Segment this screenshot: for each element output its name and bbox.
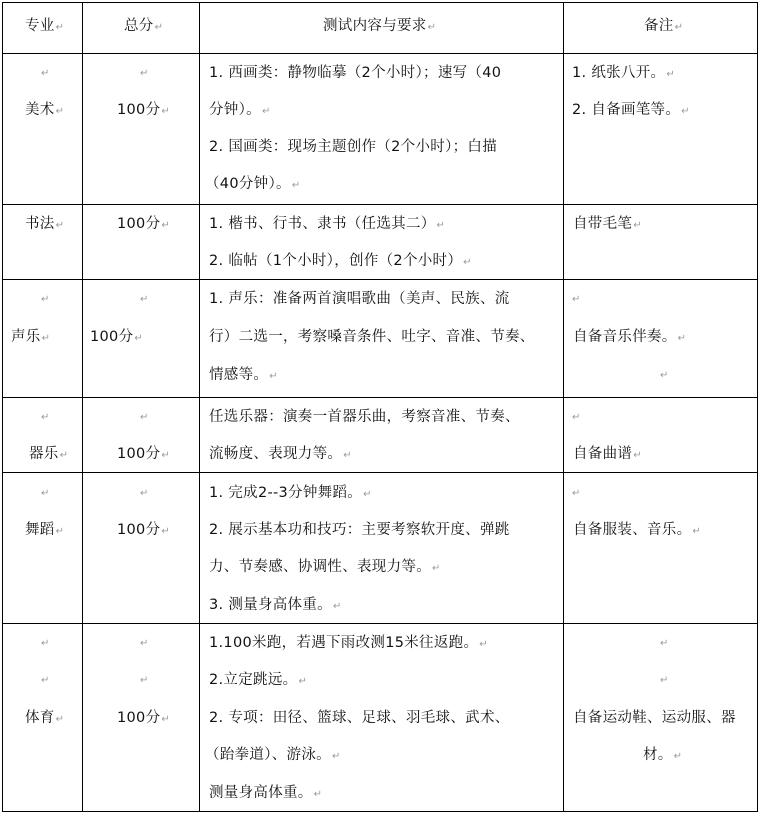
content-line: 力、节奏感、协调性、表现力等。↵ [209,559,441,575]
row-major: 器乐↵ [29,446,69,462]
content-line: 2.立定跳远。↵ [209,672,308,688]
note-line: 1. 纸张八开。↵ [572,65,676,81]
row-score: 100分↵ [90,329,144,345]
paragraph-mark: ↵ [41,675,50,686]
row-divider [2,397,758,398]
column-divider-3 [563,2,564,812]
content-line: 1. 完成2--3分钟舞蹈。↵ [209,485,372,501]
row-divider [2,53,758,54]
row-major: 美术↵ [25,102,65,118]
paragraph-mark: ↵ [41,638,50,649]
paragraph-mark: ↵ [140,675,149,686]
header-major: 专业↵ [25,18,65,34]
content-line: （40分钟）。↵ [205,176,301,192]
note-line: 自备服装、音乐。↵ [573,522,702,538]
row-major: 舞蹈↵ [25,522,65,538]
content-line: （跆拳道）、游泳。↵ [205,747,341,763]
note-line: 自带毛笔↵ [573,216,642,232]
content-line: 1. 声乐：准备两首演唱歌曲（美声、民族、流 [209,291,510,307]
table-border-bottom [2,811,758,812]
content-line: 分钟）。↵ [209,102,271,118]
note-line: 自备曲谱↵ [573,446,642,462]
paragraph-mark: ↵ [140,294,149,305]
content-line: 2. 国画类：现场主题创作（2个小时）；白描 [209,139,498,155]
row-score: 100分↵ [117,102,171,118]
paragraph-mark: ↵ [660,675,669,686]
note-line: 2. 自备画笔等。↵ [572,102,690,118]
paragraph-mark: ↵ [140,68,149,79]
row-score: 100分↵ [117,710,171,726]
note-line: 自备音乐伴奏。↵ [573,329,687,345]
header-content: 测试内容与要求↵ [323,18,437,34]
paragraph-mark: ↵ [41,488,50,499]
row-divider [2,623,758,624]
row-major: 声乐↵ [11,329,51,345]
paragraph-mark: ↵ [41,68,50,79]
paragraph-mark: ↵ [140,412,149,423]
header-score: 总分↵ [124,18,164,34]
content-line: 流畅度、表现力等。↵ [209,446,352,462]
content-line: 3. 测量身高体重。↵ [209,597,342,613]
content-line: 2. 专项：田径、篮球、足球、羽毛球、武术、 [209,710,510,726]
paragraph-mark: ↵ [660,370,669,381]
content-line: 测量身高体重。↵ [209,785,323,801]
row-score: 100分↵ [117,522,171,538]
paragraph-mark: ↵ [572,412,581,423]
table-border-left [2,2,3,812]
paragraph-mark: ↵ [660,638,669,649]
content-line: 2. 展示基本功和技巧：主要考察软开度、弹跳 [209,522,510,538]
table-border-top [2,2,758,3]
content-line: 2. 临帖（1个小时），创作（2个小时）↵ [209,253,472,269]
content-line: 1.100米跑，若遇下雨改测15米往返跑。↵ [209,635,488,651]
row-major: 体育↵ [25,710,65,726]
column-divider-1 [82,2,83,812]
note-line: 材。↵ [643,747,683,763]
paragraph-mark: ↵ [140,488,149,499]
column-divider-2 [199,2,200,812]
row-score: 100分↵ [117,216,171,232]
content-line: 任选乐器：演奏一首器乐曲，考察音准、节奏、 [209,409,520,425]
content-line: 情感等。↵ [209,367,278,383]
row-score: 100分↵ [117,446,171,462]
paragraph-mark: ↵ [41,294,50,305]
content-line: 1. 西画类：静物临摹（2个小时）；速写（40 [209,65,502,81]
paragraph-mark: ↵ [140,638,149,649]
row-major: 书法↵ [25,216,65,232]
row-divider [2,279,758,280]
paragraph-mark: ↵ [41,412,50,423]
content-line: 1. 楷书、行书、隶书（任选其二）↵ [209,216,446,232]
paragraph-mark: ↵ [572,294,581,305]
note-line: 自备运动鞋、运动服、器 [573,710,736,726]
row-divider [2,472,758,473]
header-notes: 备注↵ [644,18,684,34]
row-divider [2,204,758,205]
content-line: 行）二选一，考察嗓音条件、吐字、音准、节奏、 [209,329,535,345]
table-border-right [757,2,758,812]
paragraph-mark: ↵ [572,488,581,499]
